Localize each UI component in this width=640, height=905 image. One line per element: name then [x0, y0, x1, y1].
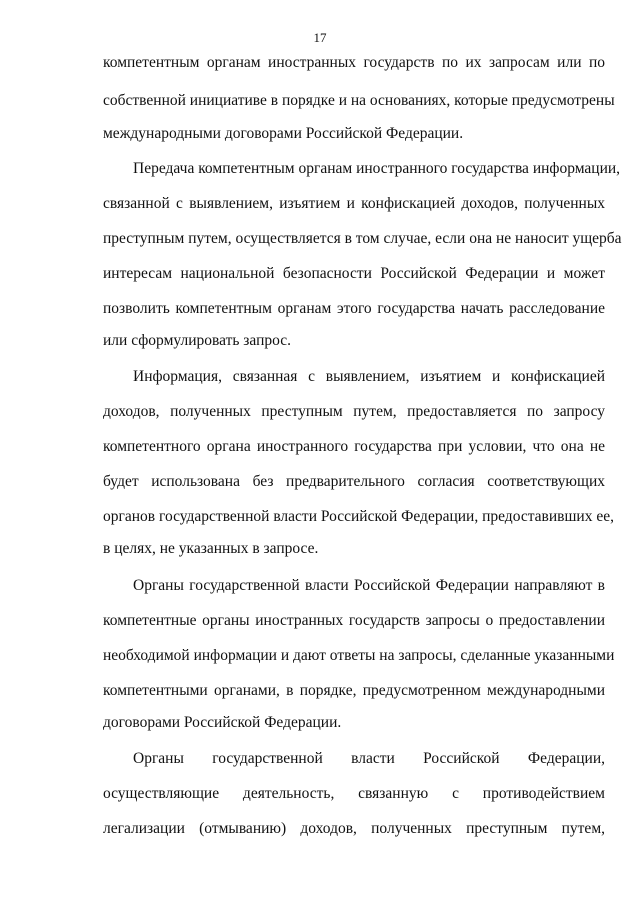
text-line: осуществляющие деятельность, связанную с противодействием	[103, 785, 605, 802]
text-line: органов государственной власти Российской Федерации, предоставивших ее,	[103, 508, 614, 525]
text-line: международными договорами Российской Федерации.	[103, 125, 464, 142]
text-line: компетентным органам иностранных государств по их запросам или по	[103, 54, 605, 71]
text-line: интересам национальной безопасности Российской Федерации и может	[103, 265, 605, 282]
text-line: связанной с выявлением, изъятием и конфискацией доходов, полученных	[103, 195, 605, 212]
text-line: компетентного органа иностранного государства при условии, что она не	[103, 438, 605, 455]
text-line: легализации (отмыванию) доходов, полученных преступным путем,	[103, 820, 605, 837]
page-number: 17	[313, 30, 327, 45]
text-line: или сформулировать запрос.	[103, 332, 292, 349]
text-line: будет использована без предварительного согласия соответствующих	[103, 473, 605, 490]
text-line: собственной инициативе в порядке и на основаниях, которые предусмотрены	[103, 92, 615, 109]
text-line: Передача компетентным органам иностранного государства информации,	[133, 160, 621, 177]
text-line: доходов, полученных преступным путем, предоставляется по запросу	[103, 403, 605, 420]
text-line: договорами Российской Федерации.	[103, 714, 342, 731]
text-line: преступным путем, осуществляется в том случае, если она не наносит ущерба	[103, 230, 622, 247]
text-line: Органы государственной власти Российской Федерации,	[133, 750, 605, 767]
text-line: в целях, не указанных в запросе.	[103, 540, 319, 557]
text-line: Органы государственной власти Российской Федерации направляют в	[133, 577, 605, 594]
text-line: компетентными органами, в порядке, предусмотренном международными	[103, 682, 605, 699]
text-line: позволить компетентным органам этого государства начать расследование	[103, 300, 605, 317]
text-line: компетентные органы иностранных государств запросы о предоставлении	[103, 612, 605, 629]
text-line: необходимой информации и дают ответы на запросы, сделанные указанными	[103, 647, 615, 664]
text-line: Информация, связанная с выявлением, изъятием и конфискацией	[133, 368, 605, 385]
